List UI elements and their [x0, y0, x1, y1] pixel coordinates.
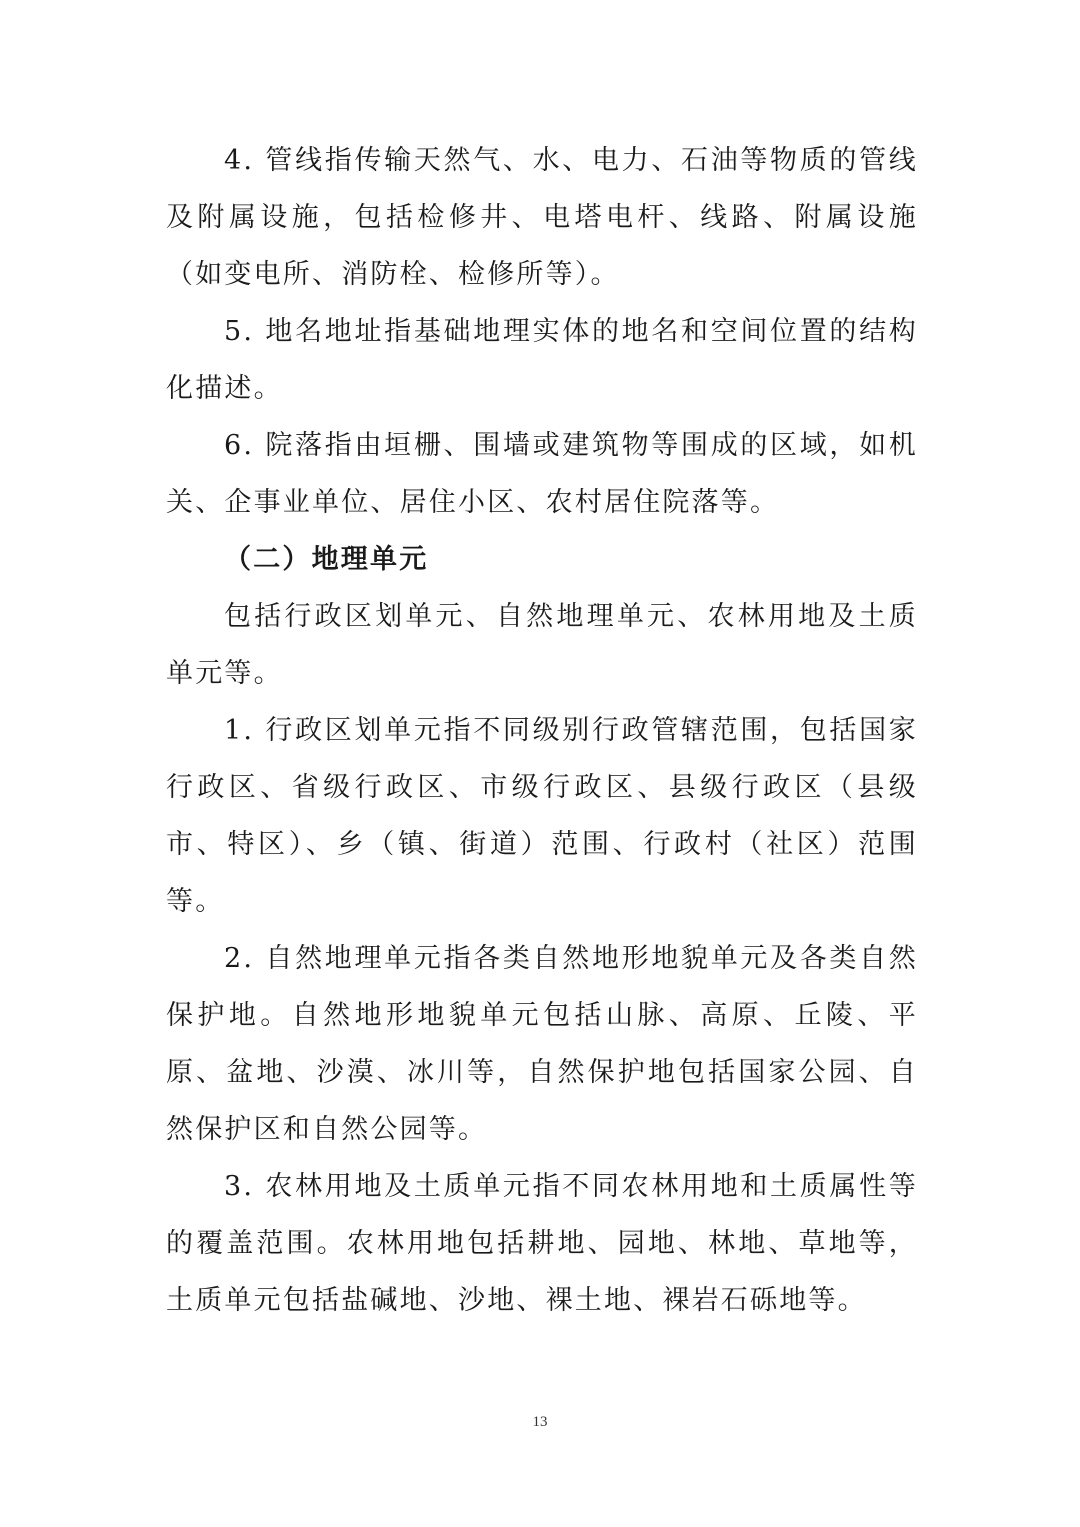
paragraph-administrative-units: 1. 行政区划单元指不同级别行政管辖范围，包括国家行政区、省级行政区、市级行政区、县级行政区（县级市、特区）、乡（镇、街道）范围、行政村（社区）范围等。: [166, 715, 918, 917]
section-heading-geographic-units: （二）地理单元: [224, 544, 429, 575]
paragraph-pipelines: 4. 管线指传输天然气、水、电力、石油等物质的管线及附属设施，包括检修井、电塔电杆、线路、附属设施（如变电所、消防栓、检修所等）。: [166, 145, 918, 290]
paragraph-geographic-units-intro: 包括行政区划单元、自然地理单元、农林用地及土质单元等。: [166, 601, 918, 689]
paragraph-place-names: 5. 地名地址指基础地理实体的地名和空间位置的结构化描述。: [166, 316, 918, 404]
paragraph-courtyards: 6. 院落指由垣栅、围墙或建筑物等围成的区域，如机关、企事业单位、居住小区、农村居住院落等。: [166, 430, 918, 518]
paragraph-natural-geographic-units: 2. 自然地理单元指各类自然地形地貌单元及各类自然保护地。自然地形地貌单元包括山脉、高原、丘陵、平原、盆地、沙漠、冰川等，自然保护地包括国家公园、自然保护区和自然公园等。: [166, 943, 918, 1145]
document-body: [166, 132, 918, 1329]
page-number: 13: [532, 1414, 548, 1430]
paragraph-agriculture-soil-units: 3. 农林用地及土质单元指不同农林用地和土质属性等的覆盖范围。农林用地包括耕地、园地、林地、草地等，土质单元包括盐碱地、沙地、裸土地、裸岩石砾地等。: [166, 1171, 918, 1316]
